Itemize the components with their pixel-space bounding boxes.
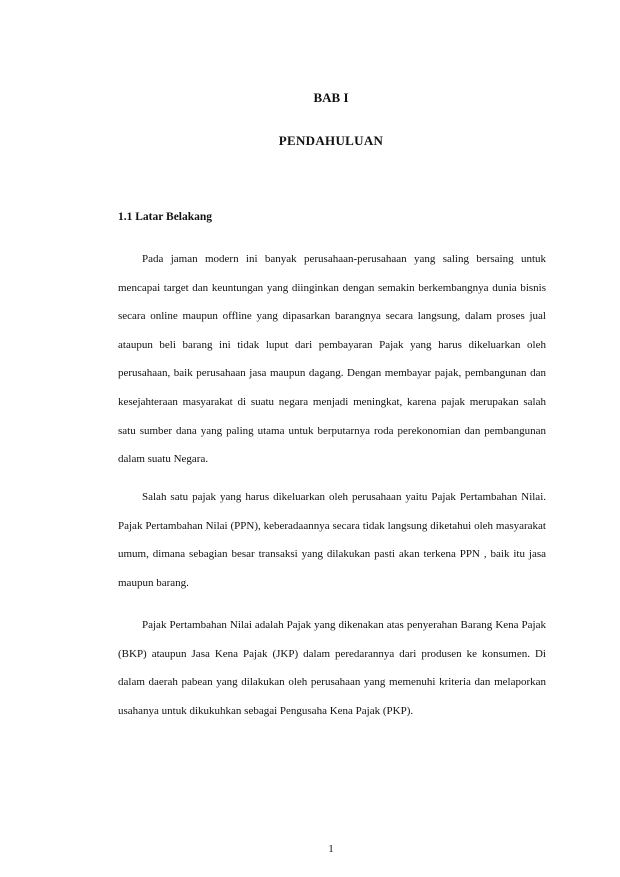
- section-heading: 1.1 Latar Belakang: [118, 211, 213, 223]
- page-number: 1: [328, 843, 334, 855]
- paragraph: Salah satu pajak yang harus dikeluarkan oleh perusahaan yaitu Pajak Pertambahan Nilai. Pajak Pertambahan Nilai (PPN), keberadaannya secara tidak langsung diketahui oleh masyarakat umum, dimana sebagian besar transaksi yang dilakukan pasti akan terkena PPN , baik itu jasa maupun barang.: [118, 491, 546, 589]
- paragraph: Pada jaman modern ini banyak perusahaan-perusahaan yang saling bersaing untuk mencapai target dan keuntungan yang diinginkan dengan semakin berkembangnya dunia bisnis secara online maupun offline yang dipasarkan barangnya secara langsung, dalam proses jual ataupun beli barang ini tidak luput dari pembayaran Pajak yang harus dikeluarkan oleh perusahaan, baik perusahaan jasa maupun dagang. Dengan membayar pajak, pembangunan dan kesejahteraan masyarakat di suatu negara menjadi meningkat, karena pajak merupakan salah satu sumber dana yang paling utama untuk berputarnya roda perekonomian dan pembangunan dalam suatu Negara.: [118, 253, 546, 466]
- chapter-title: PENDAHULUAN: [278, 133, 384, 148]
- paragraph: Pajak Pertambahan Nilai adalah Pajak yang dikenakan atas penyerahan Barang Kena Pajak (BKP) ataupun Jasa Kena Pajak (JKP) dalam peredarannya dari produsen ke konsumen. Di dalam daerah pabean yang dilakukan oleh perusahaan yang memenuhi kriteria dan melaporkan usahanya untuk dikukuhkan sebagai Pengusaha Kena Pajak (PKP).: [118, 619, 546, 717]
- paragraph-block: [118, 245, 546, 474]
- chapter-number: BAB I: [313, 90, 349, 105]
- paragraph-block: [118, 611, 546, 725]
- paragraph-block: [118, 483, 546, 597]
